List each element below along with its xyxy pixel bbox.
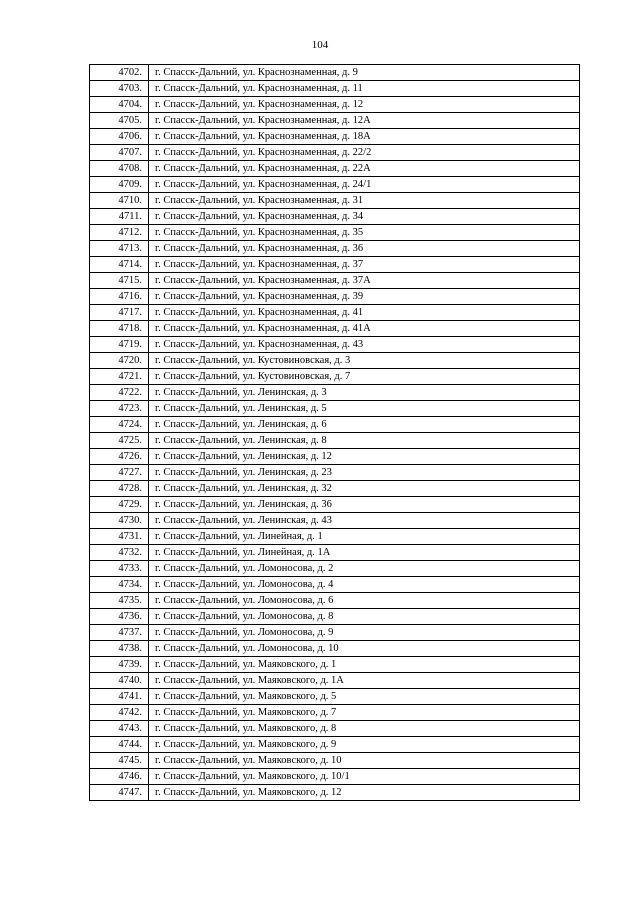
row-number-cell: 4747. xyxy=(90,785,149,801)
address-cell: г. Спасск-Дальний, ул. Кустовиновская, д. 3 xyxy=(149,353,580,369)
table-row xyxy=(90,225,580,241)
row-number-cell: 4717. xyxy=(90,305,149,321)
table-row xyxy=(90,673,580,689)
address-cell: г. Спасск-Дальний, ул. Маяковского, д. 9 xyxy=(149,737,580,753)
address-cell: г. Спасск-Дальний, ул. Ленинская, д. 5 xyxy=(149,401,580,417)
address-cell: г. Спасск-Дальний, ул. Краснознаменная, д. 18А xyxy=(149,129,580,145)
address-cell: г. Спасск-Дальний, ул. Краснознаменная, д. 41 xyxy=(149,305,580,321)
table-row xyxy=(90,545,580,561)
table-row xyxy=(90,385,580,401)
row-number-cell: 4719. xyxy=(90,337,149,353)
address-cell: г. Спасск-Дальний, ул. Линейная, д. 1А xyxy=(149,545,580,561)
address-cell: г. Спасск-Дальний, ул. Ленинская, д. 32 xyxy=(149,481,580,497)
address-cell: г. Спасск-Дальний, ул. Ломоносова, д. 9 xyxy=(149,625,580,641)
table-row xyxy=(90,689,580,705)
row-number-cell: 4743. xyxy=(90,721,149,737)
address-cell: г. Спасск-Дальний, ул. Краснознаменная, д. 34 xyxy=(149,209,580,225)
address-cell: г. Спасск-Дальний, ул. Ленинская, д. 36 xyxy=(149,497,580,513)
row-number-cell: 4702. xyxy=(90,65,149,81)
address-cell: г. Спасск-Дальний, ул. Ленинская, д. 8 xyxy=(149,433,580,449)
address-cell: г. Спасск-Дальний, ул. Маяковского, д. 1А xyxy=(149,673,580,689)
address-cell: г. Спасск-Дальний, ул. Ломоносова, д. 6 xyxy=(149,593,580,609)
address-cell: г. Спасск-Дальний, ул. Краснознаменная, д. 43 xyxy=(149,337,580,353)
address-cell: г. Спасск-Дальний, ул. Ленинская, д. 43 xyxy=(149,513,580,529)
address-cell: г. Спасск-Дальний, ул. Ленинская, д. 6 xyxy=(149,417,580,433)
row-number-cell: 4723. xyxy=(90,401,149,417)
row-number-cell: 4727. xyxy=(90,465,149,481)
row-number-cell: 4718. xyxy=(90,321,149,337)
row-number-cell: 4735. xyxy=(90,593,149,609)
row-number-cell: 4707. xyxy=(90,145,149,161)
row-number-cell: 4741. xyxy=(90,689,149,705)
row-number-cell: 4709. xyxy=(90,177,149,193)
row-number-cell: 4715. xyxy=(90,273,149,289)
row-number-cell: 4726. xyxy=(90,449,149,465)
table-row xyxy=(90,721,580,737)
address-cell: г. Спасск-Дальний, ул. Краснознаменная, д. 24/1 xyxy=(149,177,580,193)
table-row xyxy=(90,401,580,417)
address-cell: г. Спасск-Дальний, ул. Ломоносова, д. 2 xyxy=(149,561,580,577)
table-row xyxy=(90,641,580,657)
row-number-cell: 4732. xyxy=(90,545,149,561)
address-cell: г. Спасск-Дальний, ул. Краснознаменная, д. 12А xyxy=(149,113,580,129)
row-number-cell: 4739. xyxy=(90,657,149,673)
row-number-cell: 4714. xyxy=(90,257,149,273)
row-number-cell: 4711. xyxy=(90,209,149,225)
row-number-cell: 4705. xyxy=(90,113,149,129)
row-number-cell: 4716. xyxy=(90,289,149,305)
address-cell: г. Спасск-Дальний, ул. Маяковского, д. 10/1 xyxy=(149,769,580,785)
address-cell: г. Спасск-Дальний, ул. Ленинская, д. 12 xyxy=(149,449,580,465)
address-cell: г. Спасск-Дальний, ул. Ленинская, д. 23 xyxy=(149,465,580,481)
table-row xyxy=(90,321,580,337)
table-row xyxy=(90,705,580,721)
address-table-body xyxy=(90,65,580,801)
address-cell: г. Спасск-Дальний, ул. Маяковского, д. 12 xyxy=(149,785,580,801)
table-row xyxy=(90,481,580,497)
page-number: 104 xyxy=(311,39,329,51)
row-number-cell: 4740. xyxy=(90,673,149,689)
row-number-cell: 4737. xyxy=(90,625,149,641)
address-cell: г. Спасск-Дальний, ул. Краснознаменная, д. 35 xyxy=(149,225,580,241)
table-row xyxy=(90,737,580,753)
address-cell: г. Спасск-Дальний, ул. Ломоносова, д. 10 xyxy=(149,641,580,657)
table-row xyxy=(90,257,580,273)
address-cell: г. Спасск-Дальний, ул. Краснознаменная, д. 36 xyxy=(149,241,580,257)
table-row xyxy=(90,593,580,609)
address-cell: г. Спасск-Дальний, ул. Краснознаменная, д. 22А xyxy=(149,161,580,177)
table-row xyxy=(90,337,580,353)
row-number-cell: 4728. xyxy=(90,481,149,497)
row-number-cell: 4722. xyxy=(90,385,149,401)
table-row xyxy=(90,753,580,769)
row-number-cell: 4745. xyxy=(90,753,149,769)
table-row xyxy=(90,129,580,145)
row-number-cell: 4713. xyxy=(90,241,149,257)
table-row xyxy=(90,465,580,481)
row-number-cell: 4704. xyxy=(90,97,149,113)
table-row xyxy=(90,609,580,625)
table-row xyxy=(90,97,580,113)
table-row xyxy=(90,81,580,97)
address-cell: г. Спасск-Дальний, ул. Краснознаменная, д. 39 xyxy=(149,289,580,305)
address-cell: г. Спасск-Дальний, ул. Краснознаменная, д. 31 xyxy=(149,193,580,209)
address-cell: г. Спасск-Дальний, ул. Краснознаменная, д. 11 xyxy=(149,81,580,97)
table-row xyxy=(90,177,580,193)
address-cell: г. Спасск-Дальний, ул. Ленинская, д. 3 xyxy=(149,385,580,401)
table-row xyxy=(90,145,580,161)
row-number-cell: 4742. xyxy=(90,705,149,721)
address-cell: г. Спасск-Дальний, ул. Маяковского, д. 8 xyxy=(149,721,580,737)
row-number-cell: 4725. xyxy=(90,433,149,449)
row-number-cell: 4738. xyxy=(90,641,149,657)
table-row xyxy=(90,657,580,673)
table-row xyxy=(90,417,580,433)
row-number-cell: 4746. xyxy=(90,769,149,785)
address-cell: г. Спасск-Дальний, ул. Краснознаменная, д. 37 xyxy=(149,257,580,273)
table-row xyxy=(90,289,580,305)
table-row xyxy=(90,769,580,785)
table-row xyxy=(90,449,580,465)
address-cell: г. Спасск-Дальний, ул. Маяковского, д. 10 xyxy=(149,753,580,769)
row-number-cell: 4708. xyxy=(90,161,149,177)
address-cell: г. Спасск-Дальний, ул. Кустовиновская, д. 7 xyxy=(149,369,580,385)
row-number-cell: 4736. xyxy=(90,609,149,625)
address-cell: г. Спасск-Дальний, ул. Краснознаменная, д. 9 xyxy=(149,65,580,81)
row-number-cell: 4724. xyxy=(90,417,149,433)
row-number-cell: 4703. xyxy=(90,81,149,97)
table-row xyxy=(90,273,580,289)
row-number-cell: 4731. xyxy=(90,529,149,545)
table-row xyxy=(90,529,580,545)
table-row xyxy=(90,577,580,593)
row-number-cell: 4712. xyxy=(90,225,149,241)
table-row xyxy=(90,113,580,129)
table-row xyxy=(90,65,580,81)
table-row xyxy=(90,497,580,513)
table-row xyxy=(90,785,580,801)
address-cell: г. Спасск-Дальний, ул. Ломоносова, д. 4 xyxy=(149,577,580,593)
address-cell: г. Спасск-Дальний, ул. Маяковского, д. 1 xyxy=(149,657,580,673)
table-row xyxy=(90,305,580,321)
row-number-cell: 4721. xyxy=(90,369,149,385)
address-cell: г. Спасск-Дальний, ул. Маяковского, д. 5 xyxy=(149,689,580,705)
table-row xyxy=(90,161,580,177)
row-number-cell: 4744. xyxy=(90,737,149,753)
row-number-cell: 4730. xyxy=(90,513,149,529)
row-number-cell: 4720. xyxy=(90,353,149,369)
address-table xyxy=(89,64,580,801)
table-row xyxy=(90,433,580,449)
row-number-cell: 4733. xyxy=(90,561,149,577)
address-cell: г. Спасск-Дальний, ул. Краснознаменная, д. 12 xyxy=(149,97,580,113)
table-row xyxy=(90,625,580,641)
address-cell: г. Спасск-Дальний, ул. Маяковского, д. 7 xyxy=(149,705,580,721)
row-number-cell: 4729. xyxy=(90,497,149,513)
row-number-cell: 4734. xyxy=(90,577,149,593)
table-row xyxy=(90,241,580,257)
table-row xyxy=(90,561,580,577)
address-cell: г. Спасск-Дальний, ул. Краснознаменная, д. 22/2 xyxy=(149,145,580,161)
table-row xyxy=(90,353,580,369)
address-cell: г. Спасск-Дальний, ул. Краснознаменная, д. 37А xyxy=(149,273,580,289)
table-row xyxy=(90,369,580,385)
table-row xyxy=(90,193,580,209)
row-number-cell: 4710. xyxy=(90,193,149,209)
table-row xyxy=(90,209,580,225)
address-cell: г. Спасск-Дальний, ул. Линейная, д. 1 xyxy=(149,529,580,545)
table-row xyxy=(90,513,580,529)
address-cell: г. Спасск-Дальний, ул. Краснознаменная, д. 41А xyxy=(149,321,580,337)
row-number-cell: 4706. xyxy=(90,129,149,145)
address-cell: г. Спасск-Дальний, ул. Ломоносова, д. 8 xyxy=(149,609,580,625)
